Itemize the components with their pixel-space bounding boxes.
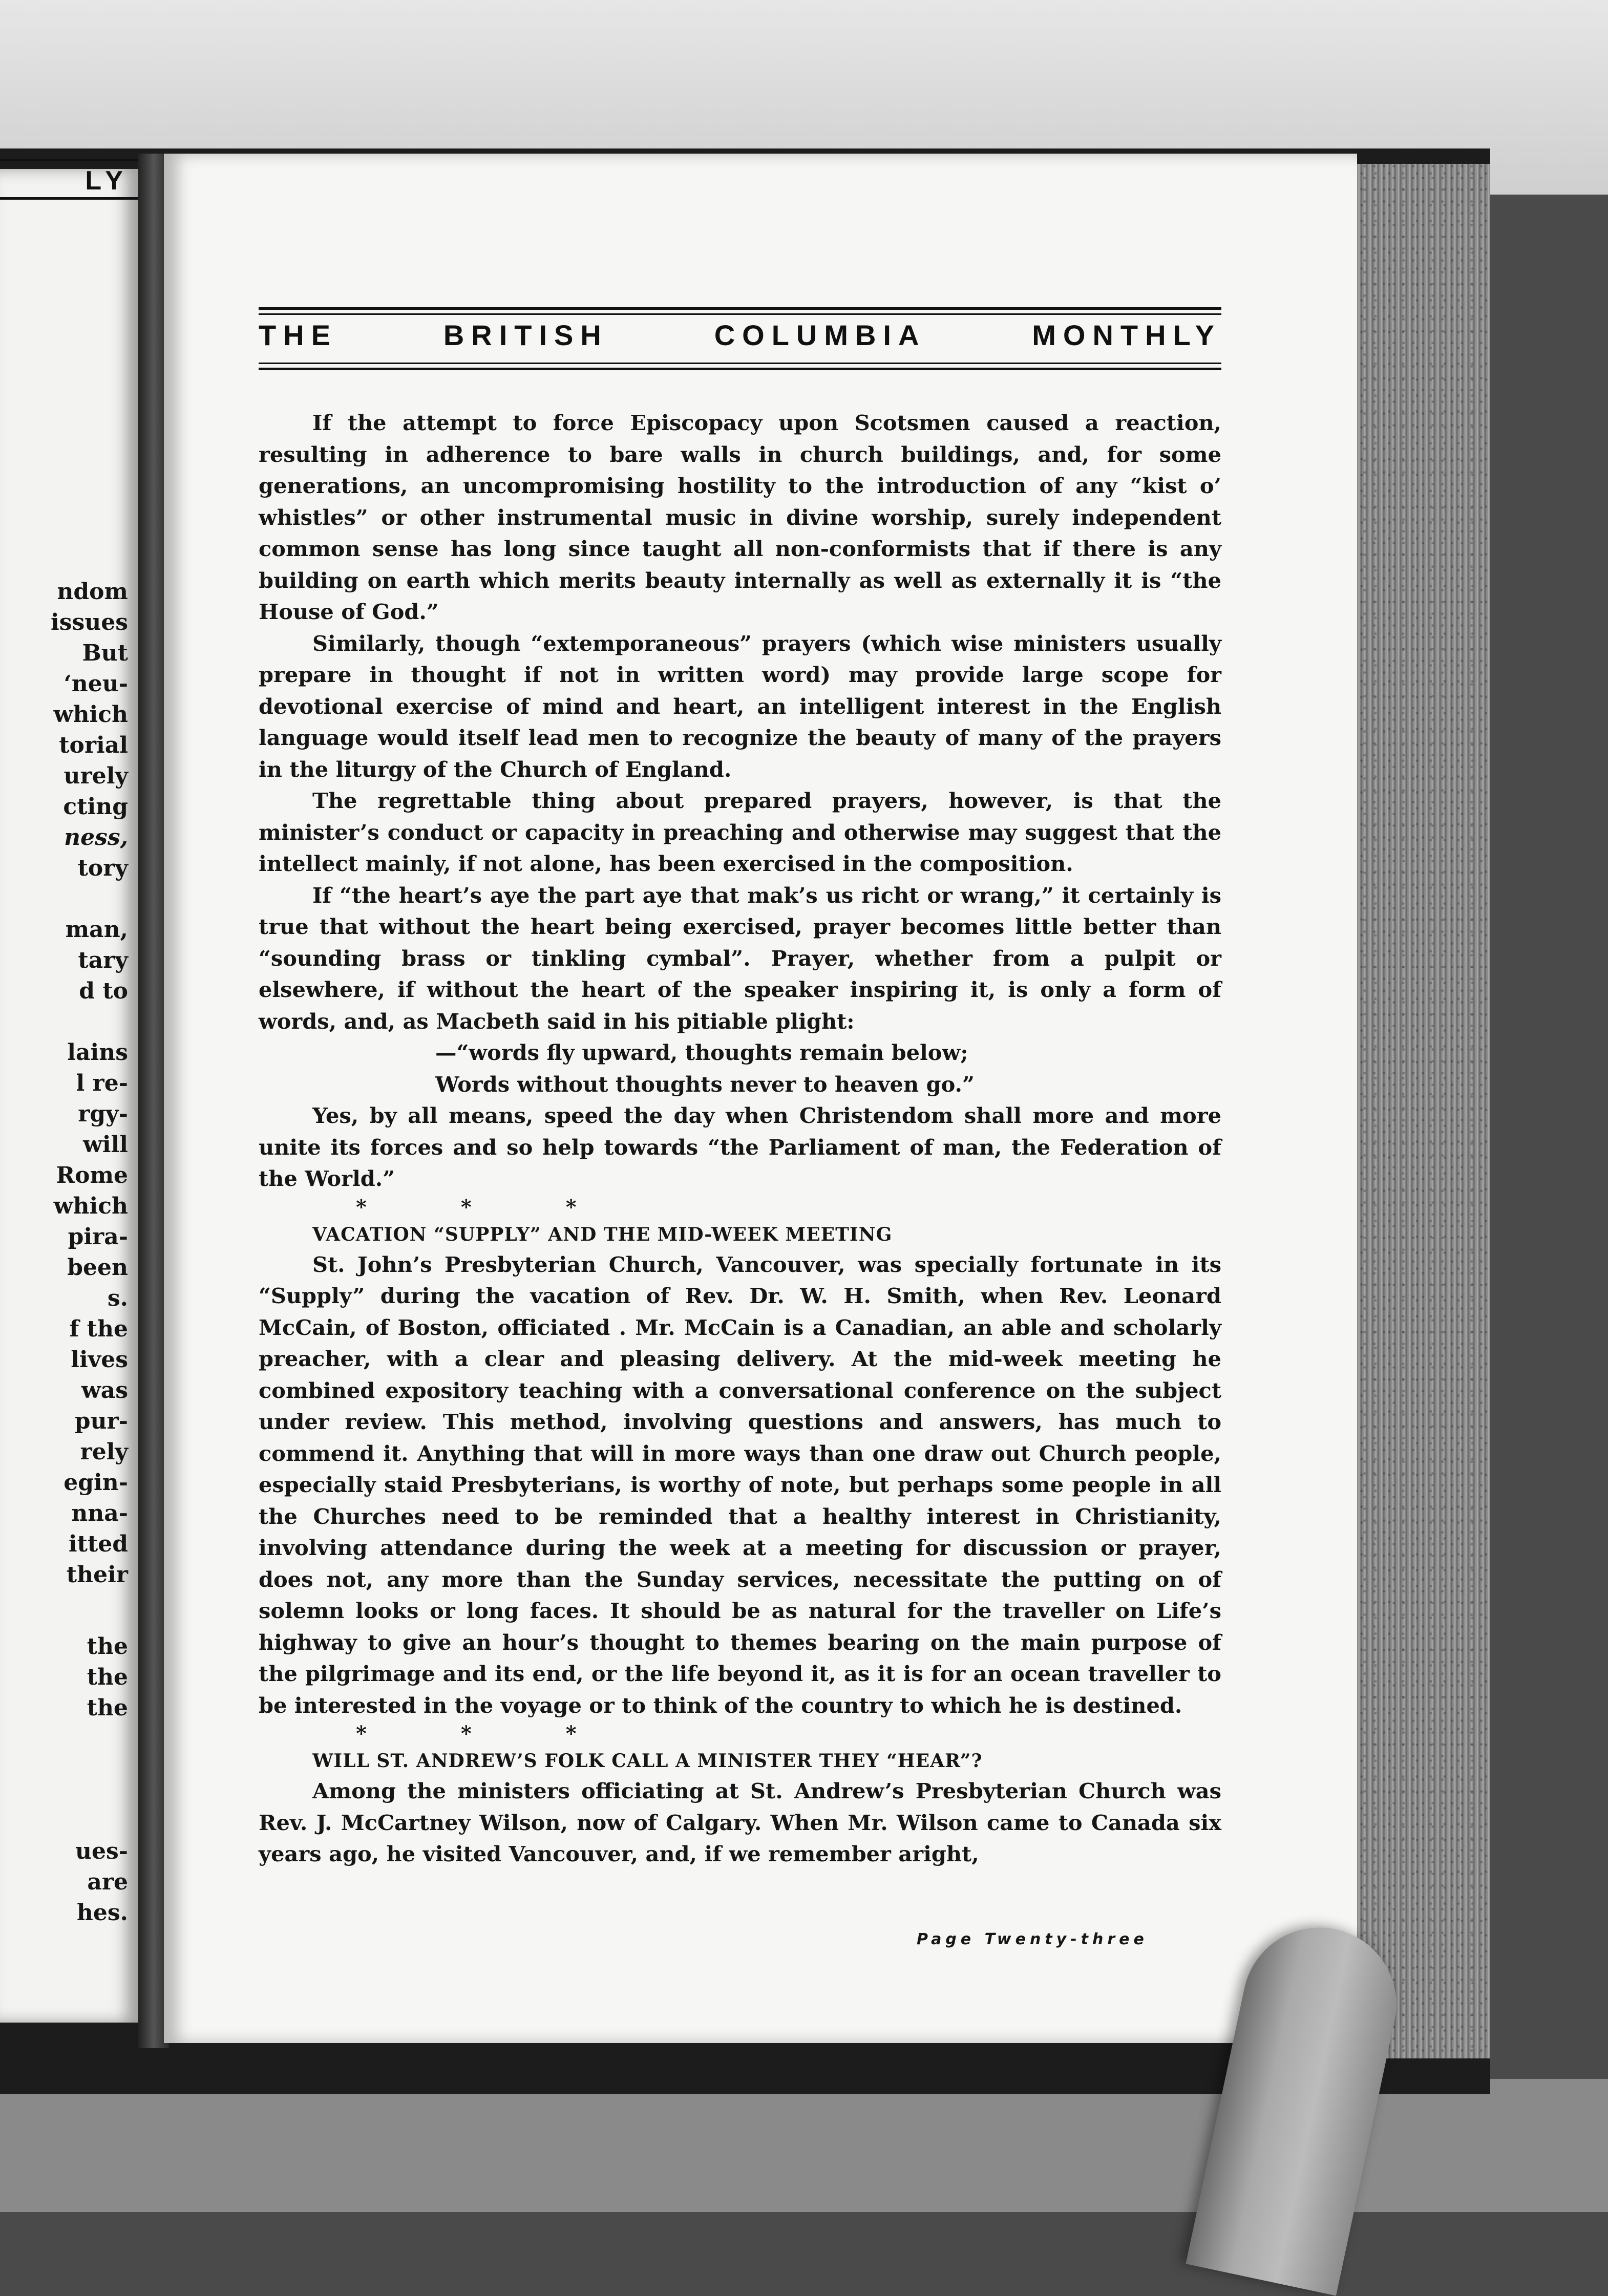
publication-title	[259, 318, 1221, 352]
title-word: MONTHLY	[1032, 319, 1221, 351]
paragraph: St. John’s Presbyterian Church, Vancouver, was specially fortunate in its “Supply” during the vacation of Rev. Dr. W. H. Smith, when Rev. Leonard McCain, of Boston, officiated . Mr. McCain is a Canadian, an able and scholarly preacher, with a clear and pleasing delivery. At the mid-week meeting he combined expository teaching with a conversational conference on the subject under review. This method, involving questions and answers, has much to commend it. Anything that will in more ways than one draw out Church people, especially staid Presbyterians, is worthy of note, but perhaps some people in all the Churches need to be reminded that a healthy interest in Christianity, involving attendance during the week at a meeting for discussion or prayer, does not, any more than the Sunday services, necessitate the putting on of solemn looks or long faces. It should be as natural for the traveller on Life’s highway to give an hour’s thought to themes bearing on the main purpose of the pilgrimage and its end, or the life beyond it, as it is for an ocean traveller to be interested in the voyage or to think of the country to which he is destined.	[259, 1251, 1221, 1718]
left-page-line: But	[82, 640, 128, 666]
left-page-line: man,	[65, 917, 128, 943]
section-separator: * * *	[356, 1195, 620, 1219]
left-page-line: will	[82, 1132, 128, 1158]
header-rule-top-1	[259, 307, 1221, 310]
header-rule-bottom-2	[259, 368, 1221, 370]
page-edges	[1352, 164, 1490, 2058]
left-page-line: which	[53, 1193, 128, 1219]
paragraph: The regrettable thing about prepared prayers, however, is that the minister’s conduct or capacity in preaching and otherwise may suggest that the intellect mainly, if not alone, has been exercised in the composition.	[259, 788, 1221, 876]
left-page-line: the	[87, 1664, 128, 1690]
left-page-line: s.	[107, 1285, 128, 1311]
section-heading: WILL ST. ANDREW’S FOLK CALL A MINISTER THEY “HEAR”?	[312, 1750, 983, 1772]
left-page-header	[0, 159, 138, 200]
left-page-line: pur-	[74, 1408, 128, 1434]
left-page-line: lives	[71, 1347, 128, 1373]
left-page-line: l re-	[76, 1070, 128, 1096]
title-word: COLUMBIA	[714, 319, 926, 351]
left-page-line: tary	[78, 947, 128, 973]
left-page-line: lains	[67, 1039, 128, 1066]
section-heading: VACATION “SUPPLY” AND THE MID-WEEK MEETING	[312, 1223, 893, 1245]
left-page-line: pira-	[68, 1224, 128, 1250]
paragraph: If the attempt to force Episcopacy upon Scotsmen caused a reaction, resulting in adherence to bare walls in church buildings, and, for some generations, an uncompromising hostility to the introduction of any “kist o’ whistles” or other instrumental music in divine worship, surely independent common sense has long since taught all non-conformists that if there is any building on earth which merits beauty internally as well as externally it is “the House of God.”	[259, 410, 1221, 624]
page-header	[259, 307, 1221, 374]
left-header-fragment: LY	[85, 166, 129, 196]
left-page-line: ‘neu-	[64, 671, 128, 697]
paragraph: Similarly, though “extemporaneous” prayers (which wise ministers usually prepare in thought if not in written word) may provide large scope for devotional exercise of mind and heart, an intelligent interest in the English language would itself lead men to recognize the beauty of many of the prayers in the liturgy of the Church of England.	[259, 630, 1221, 782]
page-number: Page Twenty-three	[917, 1930, 1148, 1948]
header-rule-top-2	[259, 313, 1221, 315]
left-page-line: urely	[64, 763, 128, 789]
left-page-line: nna-	[71, 1500, 128, 1526]
left-page-line: d to	[79, 978, 128, 1004]
left-page-line: torial	[59, 732, 128, 758]
left-page-line: ness,	[64, 824, 128, 851]
title-word: BRITISH	[443, 319, 608, 351]
left-page-line: rgy-	[78, 1101, 128, 1127]
verse-line: Words without thoughts never to heaven go.”	[435, 1071, 975, 1097]
header-rule-bottom-1	[259, 363, 1221, 364]
left-page-line: been	[67, 1255, 128, 1281]
title-word: THE	[259, 319, 337, 351]
left-page-line: which	[53, 701, 128, 728]
left-page-line: rely	[80, 1439, 128, 1465]
paragraph: If “the heart’s aye the part aye that mak’s us richt or wrang,” it certainly is true that without the heart being exercised, prayer becomes little better than “sounding brass or tinkling cymbal”. Prayer, whether from a pulpit or elsewhere, if without the heart of the speaker inspiring it, is only a form of words, and, as Macbeth said in his pitiable plight:	[259, 882, 1221, 1034]
left-page-line: their	[66, 1562, 128, 1588]
left-page-line: Rome	[56, 1162, 128, 1188]
left-page-line: tory	[77, 855, 128, 881]
left-page-line: are	[87, 1869, 128, 1895]
left-page-line: issues	[50, 609, 128, 635]
left-page-line: cting	[63, 794, 128, 820]
paragraph: Among the ministers officiating at St. Andrew’s Presbyterian Church was Rev. J. McCartney Wilson, now of Calgary. When Mr. Wilson came to Canada six years ago, he visited Vancouver, and, if we remember aright,	[259, 1778, 1221, 1866]
left-page-line: egin-	[64, 1470, 128, 1496]
left-page-line: the	[87, 1633, 128, 1660]
left-page-line: ndom	[57, 579, 128, 605]
left-page-line: the	[87, 1695, 128, 1721]
left-page-line: f the	[69, 1316, 128, 1342]
left-page-line: hes.	[76, 1900, 128, 1926]
left-page-line: ues-	[75, 1838, 128, 1864]
section-separator: * * *	[356, 1721, 620, 1746]
article-body	[259, 407, 1221, 1870]
verse-line: —“words fly upward, thoughts remain below;	[435, 1040, 968, 1065]
left-page-line: itted	[68, 1531, 128, 1557]
paragraph: Yes, by all means, speed the day when Christendom shall more and more unite its forces and so help towards “the Parliament of man, the Federation of the World.”	[259, 1103, 1221, 1191]
left-page-line: was	[81, 1377, 128, 1404]
